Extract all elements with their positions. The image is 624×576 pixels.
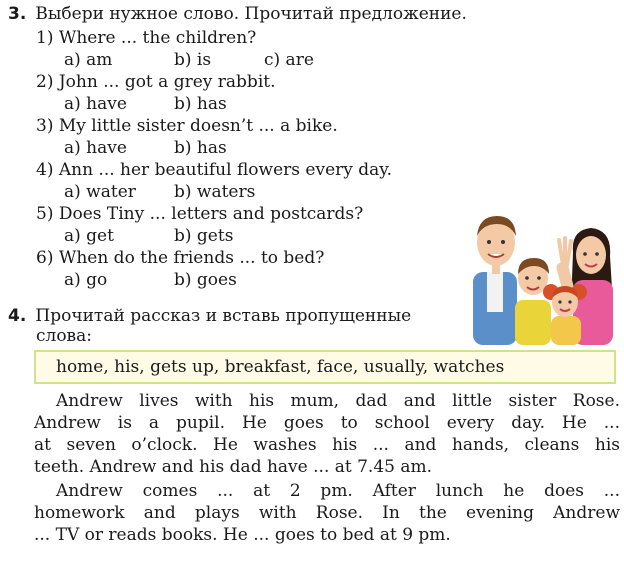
option-4a: a) water	[64, 182, 136, 202]
story-line: Andrew lives with his mum, dad and little sister Rose.	[56, 391, 620, 411]
exercise-3-heading	[8, 4, 467, 24]
question-1: 1) Where ... the children?	[36, 28, 257, 48]
story-line: ... TV or reads books. He ... goes to bed at 9 pm.	[34, 525, 451, 545]
question-2: 2) John ... got a grey rabbit.	[36, 72, 276, 92]
option-6a: a) go	[64, 270, 108, 290]
option-2a: a) have	[64, 94, 127, 114]
options-2	[64, 94, 227, 114]
story-line: Andrew is a pupil. He goes to school every day. He ...	[34, 413, 620, 433]
option-1b: b) is	[174, 50, 212, 70]
story-paragraph-1	[34, 390, 620, 478]
story-line: homework and plays with Rose. In the evening Andrew	[34, 503, 620, 523]
option-5a: a) get	[64, 226, 114, 246]
boy-figure-icon	[515, 258, 551, 345]
question-5: 5) Does Tiny ... letters and postcards?	[36, 204, 364, 224]
option-6b: b) goes	[174, 270, 237, 290]
option-1c: c) are	[264, 50, 314, 70]
options-1	[64, 50, 314, 70]
options-3	[64, 138, 227, 158]
option-5b: b) gets	[174, 226, 234, 246]
story-line: teeth. Andrew and his dad have ... at 7.45 am.	[34, 457, 433, 477]
option-3b: b) has	[174, 138, 227, 158]
family-illustration-icon	[455, 210, 620, 345]
exercise-4-number: 4.	[8, 306, 27, 326]
question-4: 4) Ann ... her beautiful flowers every day.	[36, 160, 393, 180]
option-4b: b) waters	[174, 182, 256, 202]
exercise-3-instruction: Выбери нужное слово. Прочитай предложение.	[35, 4, 467, 24]
exercise-4-instruction-line2: слова:	[36, 326, 92, 346]
option-1a: a) am	[64, 50, 113, 70]
question-6: 6) When do the friends ... to bed?	[36, 248, 325, 268]
word-bank-box: home, his, gets up, breakfast, face, usually, watches	[34, 350, 616, 384]
dad-figure-icon	[473, 216, 517, 345]
option-3a: a) have	[64, 138, 127, 158]
options-5	[64, 226, 233, 246]
exercise-4-heading	[8, 306, 411, 326]
story-line: at seven o’clock. He washes his ... and hands, cleans his	[34, 435, 620, 455]
question-3: 3) My little sister doesn’t ... a bike.	[36, 116, 338, 136]
exercise-3-number: 3.	[8, 4, 27, 24]
story-paragraph-2	[34, 480, 620, 546]
exercise-4-instruction-line1: Прочитай рассказ и вставь пропущенные	[35, 306, 412, 326]
story-line: Andrew comes ... at 2 pm. After lunch he does ...	[56, 481, 620, 501]
options-4	[64, 182, 255, 202]
options-6	[64, 270, 237, 290]
option-2b: b) has	[174, 94, 227, 114]
